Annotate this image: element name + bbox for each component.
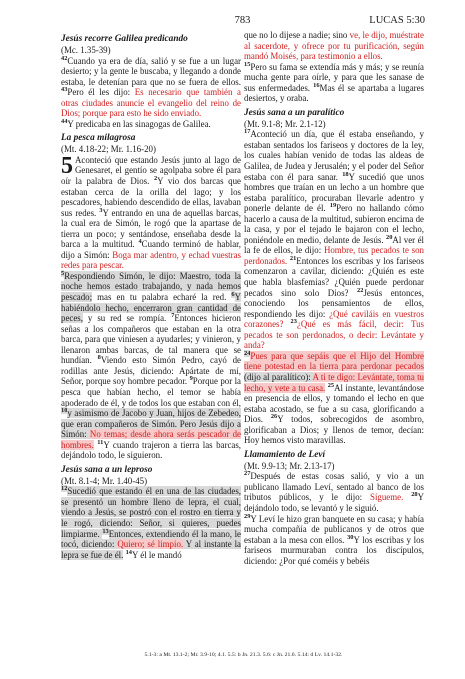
verse-number: 27 — [244, 470, 251, 478]
words-of-jesus: Sígueme. — [370, 492, 404, 503]
verse-number: 15 — [244, 60, 251, 68]
verse-number: 26 — [270, 413, 278, 421]
verse-text: Porque por la pesca que habían hecho, el temor se había apoderado de él, y de todos los que estaban con él, — [61, 376, 241, 408]
paragraph — [244, 471, 424, 513]
verse-text: Y él le mandó — [131, 549, 182, 560]
verse-number: 16 — [313, 81, 320, 89]
parallel-reference: (Mt. 9.9-13; Mr. 2.13-17) — [244, 460, 335, 471]
section-heading: Jesús sana a un leproso — [61, 464, 153, 475]
verse-text: Cuando terminó de hablar, dijo a Simón: — [61, 239, 241, 260]
verse-text: Cuando ya era de día, salió y se fue a un lugar desierto; y la gente le buscaba, y llegando a donde estaba, le detenían para que no se fuera de ellos. — [61, 55, 241, 87]
section-heading: Jesús sana a un paralítico — [244, 107, 345, 118]
verse-text: Al instante, levantándose en presencia de ellos, y tomando el lecho en que estaba acostado, se fue a su casa, glorificando a Dios. — [244, 382, 425, 425]
verse-text: Entonces hicieron señas a los compañeros que estaban en la otra barca, para que viniesen a ayudarles; y vinieron, y llenaron ambas barcas, de tal manera que se hundían. — [61, 313, 241, 366]
page-number: 783 — [234, 15, 251, 26]
words-of-jesus: Es necesario que también a otras ciudades anuncie el evangelio del reino de Dios; porque para esto he sido enviado. — [61, 87, 241, 119]
verse-number: 24 — [244, 349, 251, 357]
verse-text: Y vio dos barcas que estaban cerca de la orilla del lago; y los pescadores, habiendo descendido de ellas, lavaban sus redes. — [61, 176, 241, 218]
words-of-jesus: Boga mar adentro, y echad vuestras redes para pescar. — [61, 249, 241, 271]
verse-number: 13 — [102, 527, 109, 535]
verse-number: 10 — [61, 407, 68, 415]
paragraph — [61, 486, 241, 560]
verse-number: 29 — [244, 512, 251, 520]
verse-text: Pero él les dijo: — [67, 87, 135, 98]
verse-text: Pero no hallando cómo hacerlo a causa de la multitud, subieron encima de la casa, y por el tejado le bajaron con el lecho, poniéndole en medio, delante de Jesús. — [244, 203, 424, 245]
verse-number: 7 — [171, 312, 175, 320]
words-of-jesus: ve, le dijo, muéstrate al sacerdote, y ofrece por tu purificación, según mandó Moisés, para testimonio a ellos. — [244, 30, 424, 62]
words-of-jesus: Quiero; sé limpio. — [117, 539, 184, 550]
verse-text: Y habiéndolo hecho, encerraron gran cantidad de peces, — [61, 292, 241, 324]
verse-text: Y al instante la lepra se fue de él. — [61, 539, 241, 560]
right-column — [244, 30, 424, 566]
verse-text: Respondiendo Simón, le dijo: Maestro, toda la noche hemos estado trabajando, y nada hemos pescado; — [61, 270, 241, 303]
verse-text: y asimismo de Jacobo y Juan, hijos de Zebedeo, que eran compañeros de Simón. Pero Jesús dijo a Simón: — [61, 408, 241, 440]
verse-number: 25 — [327, 381, 335, 389]
words-of-jesus: No temas; desde ahora serás pescador de hombres. — [61, 429, 241, 450]
paragraph — [244, 129, 424, 350]
footnotes: 5.1-3: a Mt. 13.1-2; Mr. 3.9-10; 4.1. 5.5: b Jn. 21.3. 5.6: c Jn. 21.6. 5.14: d Lv. 14.1-32. — [144, 652, 343, 658]
verse-number: 9 — [189, 375, 193, 383]
verse-text: Mas él se apartaba a lugares desiertos, y oraba. — [244, 82, 425, 104]
parallel-reference: (Mt. 8.1-4; Mr. 1.40-45) — [61, 475, 148, 486]
verse-text: Y Leví le hizo gran banquete en su casa; y había mucha compañía de publicanos y de otros que estaban a la mesa con ellos. — [244, 513, 424, 545]
words-of-jesus: A ti te digo: Levántate, toma tu lecho, y vete a tu casa. — [244, 371, 424, 393]
verse-number: 18 — [342, 170, 349, 178]
verse-text: Y predicaba en las sinagogas de Galilea. — [67, 118, 211, 129]
verse-text: (dijo al paralítico): — [244, 371, 313, 382]
verse-text: Y cuando trajeron a tierra las barcas, dejándolo todo, le siguieron. — [61, 439, 241, 461]
verse-text: Y entrando en una de aquellas barcas, la cual era de Simón, le rogó que la apartase de tierra un poco; y sentándose, enseñaba desde la barca a la multitud. — [61, 207, 241, 250]
verse-number: 8 — [97, 354, 101, 362]
paragraph — [244, 62, 424, 104]
paragraph — [61, 119, 241, 130]
paragraph — [61, 56, 241, 119]
verse-text: Y todos, sobrecogidos de asombro, glorificaban a Dios; y llenos de temor, decían: Hoy hemos visto maravillas. — [244, 414, 424, 446]
parallel-reference: (Mt. 4.18-22; Mr. 1.16-20) — [61, 144, 156, 155]
running-reference: LUCAS 5:30 — [369, 15, 425, 26]
words-of-jesus: ¿Qué caviláis en vuestros corazones? — [244, 308, 424, 330]
verse-number: 22 — [357, 286, 364, 294]
verse-number: 6 — [231, 291, 235, 299]
verse-text: Jesús entonces, conociendo los pensamientos de ellos, respondiendo les dijo: — [244, 287, 424, 319]
verse-text: Sucedió que estando él en una de las ciudades, se presentó un hombre lleno de lepra, el cual, viendo a Jesús, se postró con el rostro en tierra y le rogó, diciendo: Señor, si quieres, puedes limpiarme. — [61, 486, 241, 539]
chapter-number: 5 — [61, 152, 73, 179]
verse-number: 12 — [61, 485, 68, 493]
verse-text: Viendo esto Simón Pedro, cayó de rodillas ante Jesús, diciendo: Apártate de mí, Señor, porque soy hombre pecador. — [61, 355, 242, 387]
parallel-reference: (Mc. 1.35-39) — [61, 45, 111, 55]
verse-number: 17 — [244, 128, 251, 136]
verse-text: Aconteció un día, que él estaba enseñando, y estaban sentados los fariseos y doctores de la ley, los cuales habían venido de todas las aldeas de Galilea, de Judea y Jerusalén; y el poder del Señor estaba con él para sanar. — [244, 129, 424, 182]
section-heading: Llamamiento de Leví — [244, 449, 326, 460]
verse-number: 21 — [289, 254, 297, 262]
verse-number: 14 — [125, 548, 132, 556]
verse-number: 3 — [99, 206, 103, 214]
left-column — [61, 30, 241, 560]
section-heading: La pesca milagrosa — [61, 133, 136, 144]
verse-text: mas en tu palabra echaré la red. — [92, 292, 232, 303]
section-heading: Jesús recorre Galilea predicando — [61, 34, 188, 44]
verse-text: Y los escribas y los fariseos murmuraban contra los discípulos, diciendo: ¿Por qué coméis y bebéis — [244, 534, 424, 566]
words-of-jesus: ¿Qué es más fácil, decir: Tus pecados te son perdonados, o decir: Levántate y anda? — [244, 319, 424, 351]
verse-text: y su red se rompía. — [82, 313, 172, 324]
paragraph — [244, 514, 424, 567]
verse-number: 4 — [138, 238, 142, 246]
verse-text: Entonces los escribas y los fariseos comenzaron a cavilar, diciendo: ¿Quién es este que habla blasfemias? ¿Quién puede perdonar pecados sino solo Dios? — [244, 255, 424, 298]
verse-text: Entonces, extendiendo él la mano, le tocó, diciendo: — [61, 528, 241, 550]
page-header — [60, 15, 425, 29]
verse-number: 2 — [153, 175, 158, 183]
paragraph — [61, 271, 241, 461]
verse-number: 42 — [61, 54, 68, 62]
verse-number: 28 — [411, 491, 418, 499]
verse-number: 11 — [97, 438, 104, 446]
verse-number: 30 — [347, 533, 354, 541]
verse-number: 19 — [329, 202, 337, 210]
verse-number: 43 — [61, 86, 68, 94]
verse-text: Aconteció que estando Jesús junto al lago de Genesaret, el gentío se agolpaba sobre él para oír la palabra de Dios. — [61, 154, 241, 187]
verse-number: 20 — [386, 233, 393, 241]
verse-text: Y sucedió que unos hombres que traían en un lecho a un hombre que estaba paralítico, procuraban llevarle adentro y ponerle delante de él. — [244, 171, 424, 214]
paragraph — [244, 351, 424, 446]
words-of-jesus: Hombre, tus pecados te son perdonados. — [244, 245, 424, 266]
verse-text: Pero su fama se extendía más y más; y se reunía mucha gente para oírle, y para que les sanase de sus enfermedades. — [244, 61, 424, 93]
verse-number: 44 — [61, 117, 68, 125]
verse-text: Y dejándolo todo, se levantó y le siguió. — [244, 492, 425, 513]
paragraph — [61, 152, 241, 271]
words-of-jesus: Pues para que sepáis que el Hijo del Hombre tiene potestad en la tierra para perdonar pecados — [244, 350, 424, 372]
verse-text: que no lo dijese a nadie; sino — [244, 30, 350, 40]
verse-number: 23 — [290, 318, 297, 326]
verse-text: Al ver él la fe de ellos, le dijo: — [244, 234, 424, 256]
verse-text: Después de estas cosas salió, y vio a un publicano llamado Leví, sentado al banco de los tributos públicos, y le dijo: — [244, 471, 424, 503]
paragraph — [244, 30, 424, 62]
verse-number: 5 — [61, 269, 65, 277]
parallel-reference: (Mt. 9.1-8; Mr. 2.1-12) — [244, 118, 326, 129]
